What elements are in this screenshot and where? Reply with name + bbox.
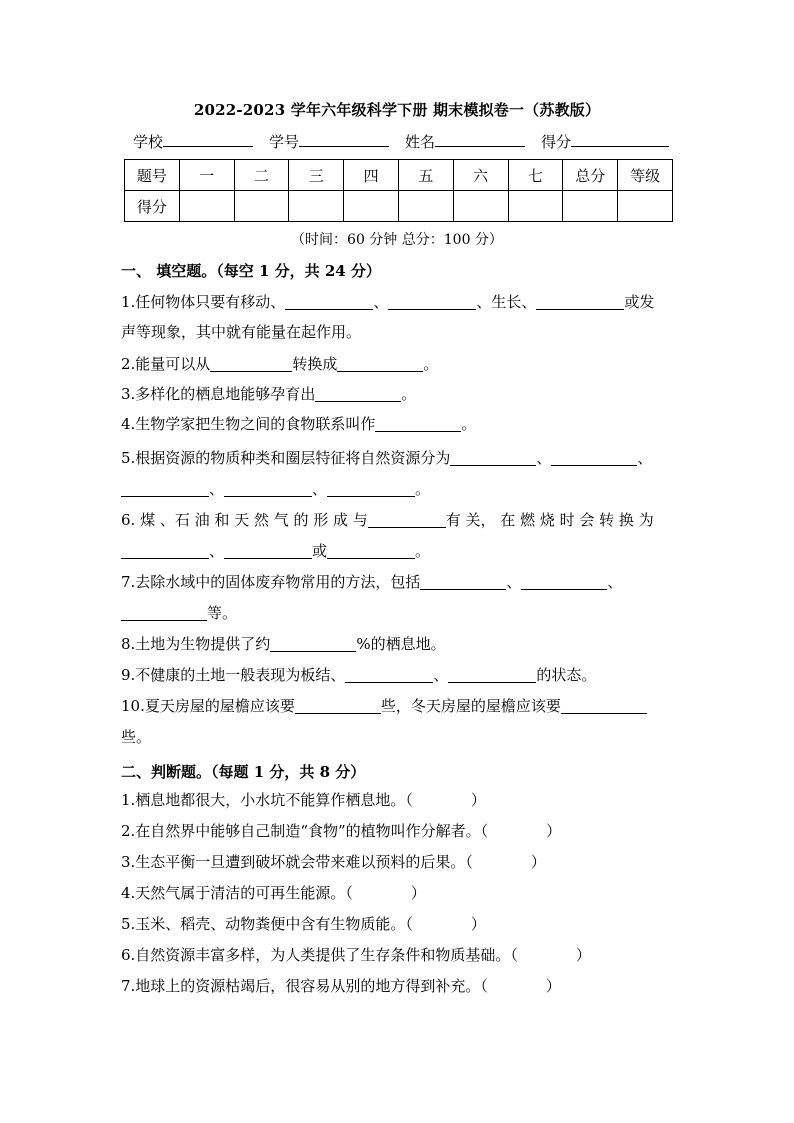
judge-question-text: 6.自然资源丰富多样，为人类提供了生存条件和物质基础。（ <box>121 946 518 964</box>
time-note: （时间：60 分钟 总分：100 分） <box>291 232 503 248</box>
answer-blank[interactable] <box>420 573 506 590</box>
judge-question-text: 1.栖息地都很大，小水坑不能算作栖息地。（ <box>121 791 413 809</box>
judge-question <box>121 821 561 841</box>
header-cell: 五 <box>398 160 453 191</box>
close-paren: ） <box>575 946 591 964</box>
score-cell[interactable] <box>179 191 234 222</box>
exam-title: 2022-2023 学年六年级科学下册 期末模拟卷一（苏教版） <box>193 101 601 119</box>
judge-question <box>121 914 486 934</box>
question-8 <box>121 634 446 654</box>
question-1-line-2: 声等现象，其中就有能量在起作用。 <box>121 323 362 341</box>
q5-text-f: 。 <box>415 480 431 498</box>
q6-text-c: 、 <box>209 542 225 560</box>
school-label: 学校 <box>133 133 164 151</box>
school-blank <box>163 132 253 147</box>
question-10-line-1 <box>121 696 647 716</box>
header-cell: 题号 <box>125 160 180 191</box>
header-cell: 等级 <box>618 160 673 191</box>
answer-blank[interactable] <box>121 604 207 621</box>
school-field <box>133 131 253 152</box>
header-cell: 一 <box>179 160 234 191</box>
header-cell: 三 <box>289 160 344 191</box>
q4-text-b: 。 <box>461 415 477 433</box>
name-label: 姓名 <box>405 133 436 151</box>
student-id-label: 学号 <box>269 133 300 151</box>
score-cell[interactable] <box>618 191 673 222</box>
header-cell: 二 <box>234 160 289 191</box>
q7-text-b: 、 <box>506 573 522 591</box>
question-7-line-2 <box>121 603 237 623</box>
answer-blank[interactable] <box>368 511 446 528</box>
q3-text-a: 3.多样化的栖息地能够孕育出 <box>121 385 316 403</box>
q5-text-d: 、 <box>209 480 225 498</box>
answer-blank[interactable] <box>224 542 312 559</box>
score-blank <box>571 132 669 147</box>
score-cell[interactable] <box>234 191 289 222</box>
score-field <box>541 131 669 152</box>
score-label: 得分 <box>541 133 572 151</box>
judge-question <box>121 976 561 996</box>
answer-blank[interactable] <box>561 697 647 714</box>
score-table-header-row <box>125 160 673 191</box>
answer-blank[interactable] <box>270 635 356 652</box>
question-4 <box>121 414 476 434</box>
score-table <box>124 159 673 222</box>
score-row-label: 得分 <box>125 191 180 222</box>
q5-text-c: 、 <box>637 449 653 467</box>
q9-text-c: 的状态。 <box>536 666 597 684</box>
q3-text-b: 。 <box>401 385 417 403</box>
answer-blank[interactable] <box>448 666 536 683</box>
answer-blank[interactable] <box>337 355 423 372</box>
judge-question-text: 5.玉米、稻壳、动物粪便中含有生物质能。（ <box>121 915 413 933</box>
q7-text-c: 、 <box>607 573 623 591</box>
judge-question <box>121 790 486 810</box>
score-cell[interactable] <box>453 191 508 222</box>
q6-text-a: 6. 煤 、石 油 和 天 然 气 的 形 成 与 <box>121 511 368 529</box>
q10-text-a: 10.夏天房屋的屋檐应该要 <box>121 697 295 715</box>
q1-text-d: 或发 <box>624 293 655 311</box>
q6-text-b: 有 关， 在 燃 烧 时 会 转 换 为 <box>445 511 654 529</box>
close-paren: ） <box>470 915 486 933</box>
q7-text-d: 等。 <box>207 604 238 622</box>
answer-blank[interactable] <box>121 542 209 559</box>
q4-text-a: 4.生物学家把生物之间的食物联系叫作 <box>121 415 376 433</box>
question-10-line-2: 些。 <box>121 728 152 746</box>
q6-text-d: 或 <box>312 542 328 560</box>
judge-question-text: 7.地球上的资源枯竭后，很容易从别的地方得到补充。（ <box>121 977 488 995</box>
question-5-line-2 <box>121 479 430 499</box>
q1-text-a: 1.任何物体只要有移动、 <box>121 293 286 311</box>
score-cell[interactable] <box>344 191 399 222</box>
answer-blank[interactable] <box>450 449 536 466</box>
judge-question <box>121 852 546 872</box>
name-blank <box>435 132 525 147</box>
section2-heading: 二、判断题。（每题 1 分，共 8 分） <box>121 763 366 781</box>
question-7-line-1 <box>121 572 622 592</box>
name-field <box>405 131 525 152</box>
score-table-score-row <box>125 191 673 222</box>
q9-text-b: 、 <box>433 666 449 684</box>
close-paren: ） <box>546 822 562 840</box>
answer-blank[interactable] <box>315 385 401 402</box>
answer-blank[interactable] <box>210 355 292 372</box>
q5-text-a: 5.根据资源的物质种类和圈层特征将自然资源分为 <box>121 449 451 467</box>
score-cell[interactable] <box>398 191 453 222</box>
question-3 <box>121 384 416 404</box>
answer-blank[interactable] <box>295 697 381 714</box>
student-info-row <box>133 131 673 153</box>
answer-blank[interactable] <box>121 480 209 497</box>
question-5-line-1 <box>121 448 652 468</box>
question-6-line-1 <box>121 510 654 530</box>
close-paren: ） <box>530 853 546 871</box>
header-cell: 六 <box>453 160 508 191</box>
q7-text-a: 7.去除水域中的固体废弃物常用的方法，包括 <box>121 573 421 591</box>
score-cell[interactable] <box>508 191 563 222</box>
close-paren: ） <box>410 884 426 902</box>
header-cell: 四 <box>344 160 399 191</box>
answer-blank[interactable] <box>345 666 433 683</box>
score-cell[interactable] <box>563 191 618 222</box>
close-paren: ） <box>545 977 561 995</box>
answer-blank[interactable] <box>536 293 624 310</box>
answer-blank[interactable] <box>327 480 415 497</box>
answer-blank[interactable] <box>521 573 607 590</box>
judge-question <box>121 945 591 965</box>
question-1-line-1 <box>121 292 654 312</box>
student-id-field <box>269 131 389 152</box>
q5-text-b: 、 <box>536 449 552 467</box>
q9-text-a: 9.不健康的土地一般表现为板结、 <box>121 666 346 684</box>
answer-blank[interactable] <box>375 415 461 432</box>
student-id-blank <box>299 132 389 147</box>
q2-text-b: 转换成 <box>292 355 338 373</box>
answer-blank[interactable] <box>285 293 373 310</box>
q10-text-b: 些，冬天房屋的屋檐应该要 <box>380 697 561 715</box>
answer-blank[interactable] <box>388 293 476 310</box>
question-9 <box>121 665 596 685</box>
section1-heading: 一、 填空题。（每空 1 分，共 24 分） <box>121 262 381 280</box>
judge-question-text: 2.在自然界中能够自己制造“食物”的植物叫作分解者。（ <box>121 822 489 840</box>
close-paren: ） <box>470 791 486 809</box>
q8-text-a: 8.土地为生物提供了约 <box>121 635 271 653</box>
judge-question-text: 4.天然气属于清洁的可再生能源。（ <box>121 884 353 902</box>
q2-text-a: 2.能量可以从 <box>121 355 211 373</box>
header-cell: 七 <box>508 160 563 191</box>
header-cell: 总分 <box>563 160 618 191</box>
q2-text-c: 。 <box>423 355 439 373</box>
judge-question-text: 3.生态平衡一旦遭到破坏就会带来难以预料的后果。（ <box>121 853 473 871</box>
q5-text-e: 、 <box>312 480 328 498</box>
question-6-line-2 <box>121 541 430 561</box>
q1-text-c: 、生长、 <box>476 293 537 311</box>
answer-blank[interactable] <box>327 542 415 559</box>
q1-text-b: 、 <box>373 293 389 311</box>
answer-blank[interactable] <box>551 449 637 466</box>
judge-question <box>121 883 426 903</box>
q6-text-e: 。 <box>415 542 431 560</box>
question-2 <box>121 354 438 374</box>
answer-blank[interactable] <box>224 480 312 497</box>
score-cell[interactable] <box>289 191 344 222</box>
q8-text-b: %的栖息地。 <box>356 635 446 653</box>
